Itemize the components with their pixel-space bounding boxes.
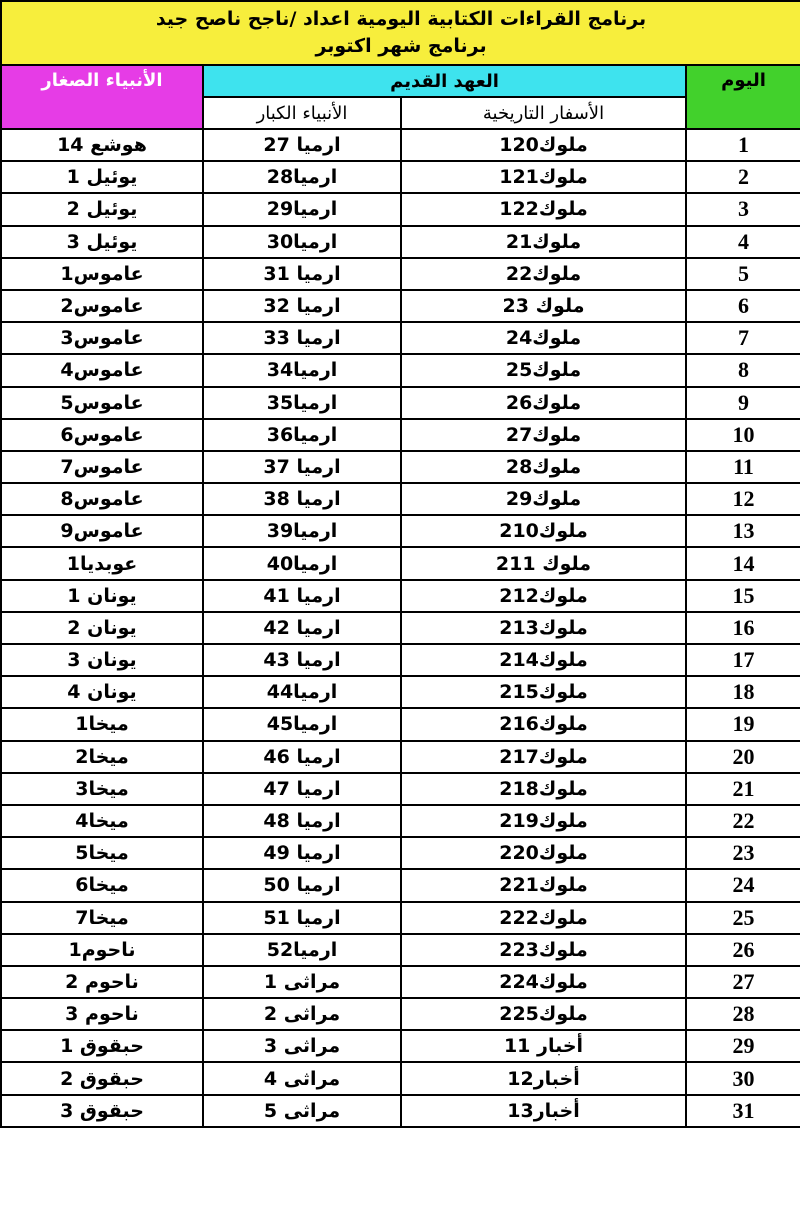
table-row <box>1 612 800 644</box>
historical-books-cell: 2ملوك10 <box>401 515 686 547</box>
table-row <box>1 354 800 386</box>
table-row <box>1 1062 800 1094</box>
minor-prophets-cell: عاموس2 <box>1 290 203 322</box>
historical-books-cell: 2ملوك12 <box>401 580 686 612</box>
day-number-cell: 18 <box>686 676 800 708</box>
day-number-cell: 27 <box>686 966 800 998</box>
historical-books-cell: 2ملوك22 <box>401 902 686 934</box>
major-prophets-cell: ارميا39 <box>203 515 401 547</box>
major-prophets-cell: ارميا 42 <box>203 612 401 644</box>
minor-prophets-cell: يوئيل 2 <box>1 193 203 225</box>
major-prophets-cell: ارميا44 <box>203 676 401 708</box>
table-row <box>1 419 800 451</box>
minor-prophets-cell: عاموس1 <box>1 258 203 290</box>
day-number-cell: 7 <box>686 322 800 354</box>
table-row <box>1 934 800 966</box>
major-prophets-cell: ارميا 31 <box>203 258 401 290</box>
major-prophets-cell: مراثى 3 <box>203 1030 401 1062</box>
day-number-cell: 1 <box>686 129 800 161</box>
historical-books-cell: 1ملوك21 <box>401 161 686 193</box>
table-row <box>1 708 800 740</box>
minor-prophets-cell: يونان 2 <box>1 612 203 644</box>
minor-prophets-cell: حبقوق 2 <box>1 1062 203 1094</box>
table-row <box>1 1030 800 1062</box>
minor-prophets-cell: يونان 4 <box>1 676 203 708</box>
major-prophets-cell: ارميا 27 <box>203 129 401 161</box>
major-prophets-cell: ارميا 51 <box>203 902 401 934</box>
header-minor-prophets: الأنبياء الصغار <box>1 65 203 129</box>
header-row-main <box>1 65 800 97</box>
major-prophets-cell: ارميا36 <box>203 419 401 451</box>
minor-prophets-cell: ميخا4 <box>1 805 203 837</box>
day-number-cell: 5 <box>686 258 800 290</box>
day-number-cell: 24 <box>686 869 800 901</box>
minor-prophets-cell: ناحوم1 <box>1 934 203 966</box>
historical-books-cell: 2ملوك9 <box>401 483 686 515</box>
day-number-cell: 29 <box>686 1030 800 1062</box>
table-row <box>1 129 800 161</box>
table-row <box>1 773 800 805</box>
day-number-cell: 16 <box>686 612 800 644</box>
schedule-title: برنامج القراءات الكتابية اليومية اعداد /ناجح ناصح جيد <box>155 8 647 30</box>
day-number-cell: 21 <box>686 773 800 805</box>
minor-prophets-cell: عاموس3 <box>1 322 203 354</box>
historical-books-cell: 2ملوك24 <box>401 966 686 998</box>
table-row <box>1 387 800 419</box>
major-prophets-cell: مراثى 1 <box>203 966 401 998</box>
minor-prophets-cell: عاموس5 <box>1 387 203 419</box>
day-number-cell: 15 <box>686 580 800 612</box>
major-prophets-cell: ارميا 33 <box>203 322 401 354</box>
historical-books-cell: 2ملوك16 <box>401 708 686 740</box>
table-row <box>1 644 800 676</box>
major-prophets-cell: ارميا 49 <box>203 837 401 869</box>
table-row <box>1 290 800 322</box>
historical-books-cell: 2ملوك5 <box>401 354 686 386</box>
day-number-cell: 25 <box>686 902 800 934</box>
major-prophets-cell: ارميا35 <box>203 387 401 419</box>
major-prophets-cell: ارميا34 <box>203 354 401 386</box>
historical-books-cell: 2ملوك25 <box>401 998 686 1030</box>
minor-prophets-cell: عاموس4 <box>1 354 203 386</box>
major-prophets-cell: ارميا 48 <box>203 805 401 837</box>
table-row <box>1 676 800 708</box>
table-row <box>1 869 800 901</box>
day-number-cell: 17 <box>686 644 800 676</box>
historical-books-cell: 2ملوك4 <box>401 322 686 354</box>
historical-books-cell: 1أخبار3 <box>401 1095 686 1127</box>
historical-books-cell: 2ملوك2 <box>401 258 686 290</box>
minor-prophets-cell: ميخا3 <box>1 773 203 805</box>
major-prophets-cell: ارميا52 <box>203 934 401 966</box>
major-prophets-cell: ارميا 50 <box>203 869 401 901</box>
historical-books-cell: 2ملوك 3 <box>401 290 686 322</box>
historical-books-cell: 1ملوك20 <box>401 129 686 161</box>
minor-prophets-cell: حبقوق 3 <box>1 1095 203 1127</box>
historical-books-cell: 2ملوك14 <box>401 644 686 676</box>
table-row <box>1 966 800 998</box>
historical-books-cell: 2ملوك6 <box>401 387 686 419</box>
table-row <box>1 258 800 290</box>
historical-books-cell: 2ملوك15 <box>401 676 686 708</box>
day-number-cell: 2 <box>686 161 800 193</box>
minor-prophets-cell: ميخا6 <box>1 869 203 901</box>
table-row <box>1 226 800 258</box>
minor-prophets-cell: ميخا7 <box>1 902 203 934</box>
minor-prophets-cell: عاموس6 <box>1 419 203 451</box>
minor-prophets-cell: عاموس8 <box>1 483 203 515</box>
table-row <box>1 902 800 934</box>
major-prophets-cell: ارميا28 <box>203 161 401 193</box>
historical-books-cell: 2ملوك8 <box>401 451 686 483</box>
table-row <box>1 193 800 225</box>
historical-books-cell: 2ملوك23 <box>401 934 686 966</box>
minor-prophets-cell: ناحوم 3 <box>1 998 203 1030</box>
minor-prophets-cell: يونان 1 <box>1 580 203 612</box>
day-number-cell: 19 <box>686 708 800 740</box>
major-prophets-cell: ارميا 32 <box>203 290 401 322</box>
major-prophets-cell: ارميا29 <box>203 193 401 225</box>
day-number-cell: 11 <box>686 451 800 483</box>
header-day: اليوم <box>686 65 800 129</box>
historical-books-cell: 2ملوك 11 <box>401 547 686 579</box>
table-row <box>1 161 800 193</box>
schedule-subtitle: برنامج شهر اكتوبر <box>315 35 487 57</box>
table-row <box>1 547 800 579</box>
minor-prophets-cell: عاموس9 <box>1 515 203 547</box>
minor-prophets-cell: ميخا1 <box>1 708 203 740</box>
major-prophets-cell: ارميا30 <box>203 226 401 258</box>
historical-books-cell: 2ملوك17 <box>401 741 686 773</box>
major-prophets-cell: ارميا 37 <box>203 451 401 483</box>
historical-books-cell: 2ملوك7 <box>401 419 686 451</box>
major-prophets-cell: ارميا 41 <box>203 580 401 612</box>
table-row <box>1 837 800 869</box>
major-prophets-cell: ارميا 46 <box>203 741 401 773</box>
day-number-cell: 20 <box>686 741 800 773</box>
minor-prophets-cell: ميخا2 <box>1 741 203 773</box>
day-number-cell: 9 <box>686 387 800 419</box>
header-historical-books: الأسفار التاريخية <box>401 97 686 129</box>
table-row <box>1 580 800 612</box>
minor-prophets-cell: يوئيل 1 <box>1 161 203 193</box>
major-prophets-cell: ارميا 47 <box>203 773 401 805</box>
day-number-cell: 28 <box>686 998 800 1030</box>
major-prophets-cell: مراثى 2 <box>203 998 401 1030</box>
minor-prophets-cell: يونان 3 <box>1 644 203 676</box>
historical-books-cell: 1أخبار2 <box>401 1062 686 1094</box>
minor-prophets-cell: ناحوم 2 <box>1 966 203 998</box>
historical-books-cell: 2ملوك1 <box>401 226 686 258</box>
historical-books-cell: 2ملوك13 <box>401 612 686 644</box>
day-number-cell: 6 <box>686 290 800 322</box>
major-prophets-cell: ارميا45 <box>203 708 401 740</box>
table-row <box>1 998 800 1030</box>
historical-books-cell: 2ملوك21 <box>401 869 686 901</box>
table-row <box>1 483 800 515</box>
day-number-cell: 3 <box>686 193 800 225</box>
table-row <box>1 805 800 837</box>
title-cell <box>1 1 800 65</box>
historical-books-cell: 2ملوك18 <box>401 773 686 805</box>
day-number-cell: 26 <box>686 934 800 966</box>
historical-books-cell: 1أخبار 1 <box>401 1030 686 1062</box>
minor-prophets-cell: عوبديا1 <box>1 547 203 579</box>
major-prophets-cell: مراثى 5 <box>203 1095 401 1127</box>
header-major-prophets: الأنبياء الكبار <box>203 97 401 129</box>
day-number-cell: 31 <box>686 1095 800 1127</box>
table-row <box>1 741 800 773</box>
minor-prophets-cell: هوشع 14 <box>1 129 203 161</box>
day-number-cell: 4 <box>686 226 800 258</box>
historical-books-cell: 1ملوك22 <box>401 193 686 225</box>
day-number-cell: 10 <box>686 419 800 451</box>
major-prophets-cell: ارميا40 <box>203 547 401 579</box>
table-row <box>1 1095 800 1127</box>
day-number-cell: 23 <box>686 837 800 869</box>
table-row <box>1 515 800 547</box>
minor-prophets-cell: ميخا5 <box>1 837 203 869</box>
minor-prophets-cell: عاموس7 <box>1 451 203 483</box>
major-prophets-cell: ارميا 38 <box>203 483 401 515</box>
day-number-cell: 14 <box>686 547 800 579</box>
day-number-cell: 8 <box>686 354 800 386</box>
minor-prophets-cell: حبقوق 1 <box>1 1030 203 1062</box>
header-old-testament: العهد القديم <box>203 65 686 97</box>
historical-books-cell: 2ملوك20 <box>401 837 686 869</box>
major-prophets-cell: مراثى 4 <box>203 1062 401 1094</box>
minor-prophets-cell: يوئيل 3 <box>1 226 203 258</box>
day-number-cell: 22 <box>686 805 800 837</box>
day-number-cell: 13 <box>686 515 800 547</box>
title-row <box>1 1 800 65</box>
table-row <box>1 451 800 483</box>
historical-books-cell: 2ملوك19 <box>401 805 686 837</box>
day-number-cell: 30 <box>686 1062 800 1094</box>
day-number-cell: 12 <box>686 483 800 515</box>
table-row <box>1 322 800 354</box>
major-prophets-cell: ارميا 43 <box>203 644 401 676</box>
